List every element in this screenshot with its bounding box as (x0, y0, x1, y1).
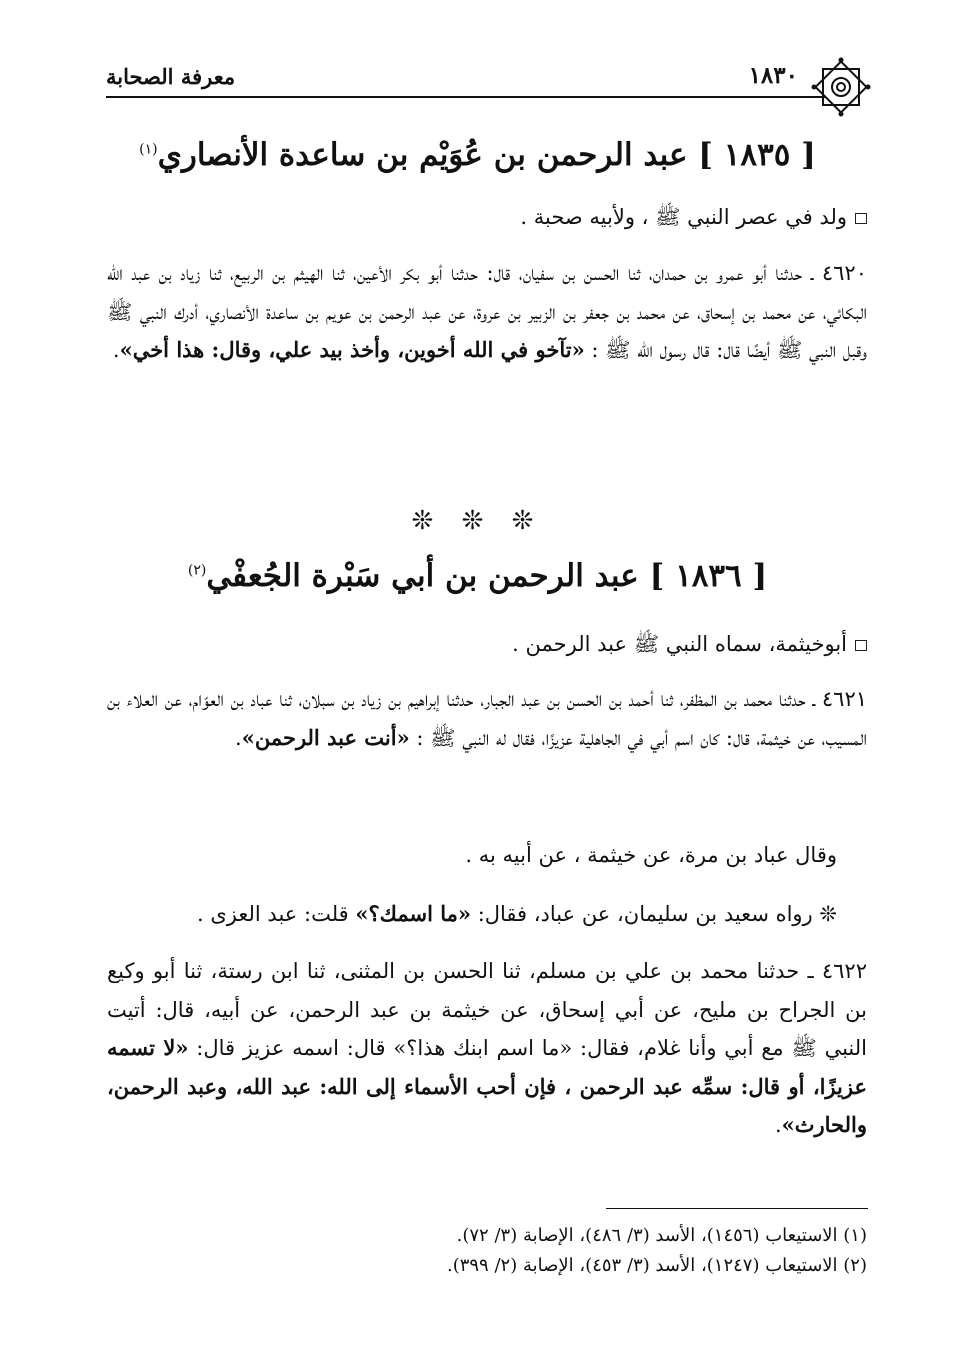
header-rule (106, 96, 826, 98)
note-after: قلت: عبد العزى . (197, 902, 349, 926)
page-number: ١٨٣٠ (748, 62, 798, 89)
hadith-quote: «أنت عبد الرحمن» (241, 724, 410, 750)
square-bullet-icon (855, 213, 867, 224)
entry-heading-1835 (90, 137, 865, 173)
square-bullet-icon (855, 640, 867, 651)
entry-number: [ ١٨٣٥ ] (698, 137, 816, 173)
page-header (106, 62, 870, 96)
hadith-end: . (112, 338, 120, 362)
intro-text: ولد في عصر النبي ﷺ ، ولأبيه صحبة . (520, 205, 847, 229)
hadith-text: ٤٦٢٠ ـ حدثنا أبو عمرو بن حمدان، ثنا الحسن بن سفيان، قال: حدثنا أبو بكر الأعين، ثنا الهيثم بن الربيع، ثنا زياد بن عبد الله البكائي، عن محمد بن إسحاق، عن محمد بن جعفر بن الزبير بن عروة، عن عبد الرحمن بن عويم بن ساعدة الأنصاري، أدرك النبي ﷺ وقبل النبي ﷺ أيضًا قال: قال رسول الله ﷺ : (107, 261, 867, 362)
hadith-end: . (774, 1113, 782, 1137)
running-title: معرفة الصحابة (106, 64, 236, 89)
entry-name: عبد الرحمن بن عُوَيْم بن ساعدة الأنصاري (157, 137, 688, 173)
intro-text: أبوخيثمة، سماه النبي ﷺ عبد الرحمن . (512, 632, 847, 656)
hadith-end: . (235, 725, 242, 750)
footnote-ref: (١) (139, 141, 158, 158)
entry-heading-1836 (90, 558, 865, 594)
footnote-rule (606, 1208, 868, 1209)
section-separator: ❊ ❊ ❊ (411, 506, 544, 536)
islamic-star-ornament-icon (810, 56, 872, 118)
hadith-text: ٤٦٢١ ـ حدثنا محمد بن المظفر، ثنا أحمد بن الحسن بن عبد الجبار، حدثنا إبراهيم بن زياد بن سبلان، ثنا عباد بن العوّام، عن العلاء بن المسيب، عن خيثمة، قال: كان اسم أبي في الجاهلية عزيزًا، فقال له النبي ﷺ : (107, 687, 868, 750)
hadith-4622 (107, 952, 867, 1145)
entry-number: [ ١٨٣٦ ] (649, 558, 768, 594)
asterisk-icon: ❊ (819, 902, 837, 926)
note-before: رواه سعيد بن سليمان، عن عباد، فقال: (477, 902, 813, 926)
footnote-1: (١) الاستيعاب (١٤٥٦)، الأسد (٣/ ٤٨٦)، الإصابة (٣/ ٧٢). (456, 1225, 867, 1246)
hadith-4621 (107, 680, 867, 757)
footnote-ref: (٢) (187, 562, 207, 579)
hadith-text: ٤٦٢٢ ـ حدثنا محمد بن علي بن مسلم، ثنا الحسن بن المثنى، ثنا ابن رستة، ثنا أبو وكيع بن الجراح بن مليح، عن أبي إسحاق، عن خيثمة بن عبد الرحمن، عن أبيه، قال: أتيت النبي ﷺ مع أبي وأنا غلام، فقال: «ما اسم ابنك هذا؟» قال: اسمه عزيز قال: (107, 959, 867, 1060)
note-quote: «ما اسمك؟» (355, 901, 471, 926)
entry-name: عبد الرحمن بن أبي سَبْرة الجُعفْي (206, 558, 639, 594)
hadith-quote: «لا تسمه عزيزًا، أو قال: سمِّه عبد الرحمن ، فإن أحب الأسماء إلى الله: عبد الله، وعبد الرحمن، والحارث» (107, 1035, 867, 1137)
hadith-4620 (107, 254, 867, 370)
note-line-2 (77, 895, 837, 933)
note-line-1: وقال عباد بن مرة، عن خيثمة ، عن أبيه به . (465, 843, 837, 867)
entry-intro (107, 198, 867, 236)
hadith-quote: «تآخو في الله أخوين، وأخذ بيد علي، وقال: هذا أخي» (119, 337, 585, 362)
entry-intro (107, 625, 867, 663)
footnote-2: (٢) الاستيعاب (١٢٤٧)، الأسد (٣/ ٤٥٣)، الإصابة (٢/ ٣٩٩). (446, 1255, 867, 1276)
